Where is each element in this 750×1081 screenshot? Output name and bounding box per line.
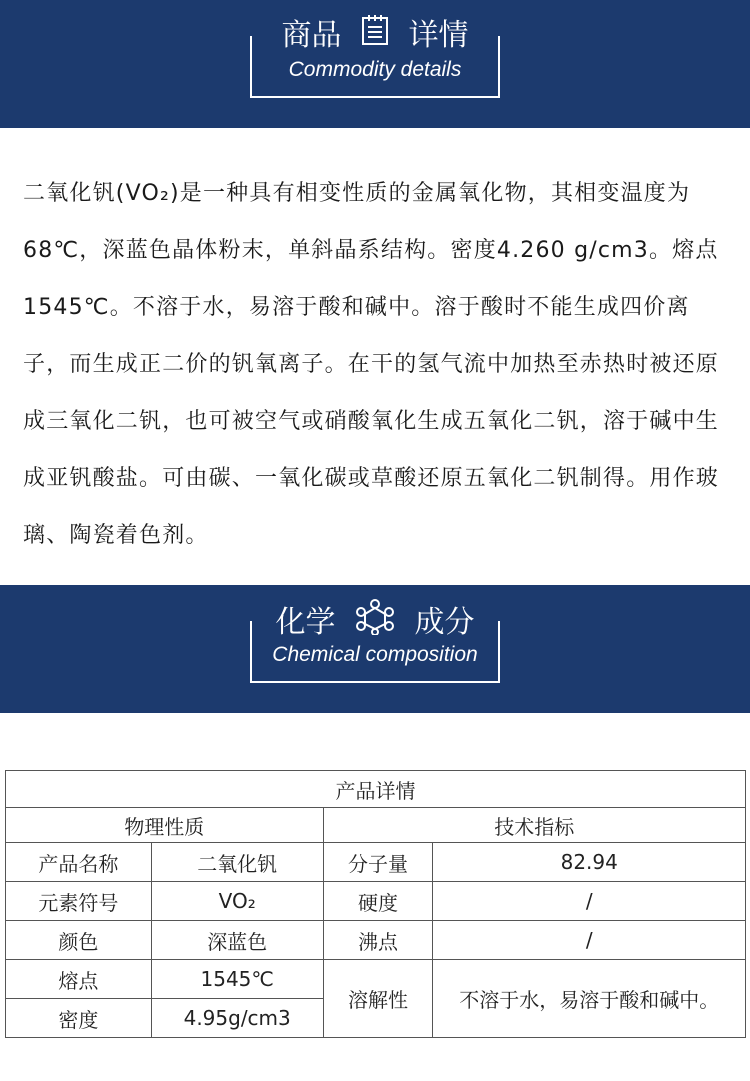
product-spec-table (5, 770, 746, 1038)
property-value: 1545℃ (151, 960, 323, 999)
property-key: 元素符号 (6, 882, 152, 921)
section-title (0, 599, 750, 646)
table-row (6, 960, 746, 999)
technical-specs-header: 技术指标 (323, 808, 745, 843)
physical-properties-header: 物理性质 (6, 808, 324, 843)
section-subtitle: Commodity details (288, 58, 462, 81)
table-header-row (6, 808, 746, 843)
spec-value: / (433, 882, 746, 921)
table-row (6, 921, 746, 960)
spec-key: 沸点 (323, 921, 433, 960)
section-title (0, 14, 750, 57)
table-row (6, 843, 746, 882)
spec-key: 溶解性 (323, 960, 433, 1038)
chemical-composition-banner (0, 585, 750, 713)
property-key: 产品名称 (6, 843, 152, 882)
table-caption: 产品详情 (6, 771, 746, 808)
property-value: VO₂ (151, 882, 323, 921)
property-key: 熔点 (6, 960, 152, 999)
table-caption-row (6, 771, 746, 808)
spec-value: / (433, 921, 746, 960)
section-title-right: 成分 (414, 604, 475, 640)
property-value: 4.95g/cm3 (151, 999, 323, 1038)
document-icon (361, 14, 389, 57)
table-row (6, 882, 746, 921)
commodity-details-banner (0, 0, 750, 128)
spec-key: 分子量 (323, 843, 433, 882)
spec-value: 不溶于水，易溶于酸和碱中。 (433, 960, 746, 1038)
property-value: 二氧化钒 (151, 843, 323, 882)
property-value: 深蓝色 (151, 921, 323, 960)
spec-key: 硬度 (323, 882, 433, 921)
section-title-left: 商品 (281, 17, 342, 53)
spec-value: 82.94 (433, 843, 746, 882)
property-key: 密度 (6, 999, 152, 1038)
product-description: 二氧化钒(VO₂)是一种具有相变性质的金属氧化物，其相变温度为68℃，深蓝色晶体粉末，单斜晶系结构。密度4.260 g/cm3。熔点1545℃。不溶于水，易溶于酸和碱中。溶于酸时不能生成四价离子，而生成正二价的钒氧离子。在干的氢气流中加热至赤热时被还原成三氧化二钒，也可被空气或硝酸氧化生成五氧化二钒，溶于碱中生成亚钒酸盐。可由碳、一氧化碳或草酸还原五氧化二钒制得。用作玻璃、陶瓷着色剂。 (23, 181, 720, 548)
section-subtitle: Chemical composition (272, 643, 478, 666)
molecule-icon (355, 599, 395, 646)
section-title-right: 详情 (408, 17, 469, 53)
property-key: 颜色 (6, 921, 152, 960)
section-title-left: 化学 (275, 604, 336, 640)
